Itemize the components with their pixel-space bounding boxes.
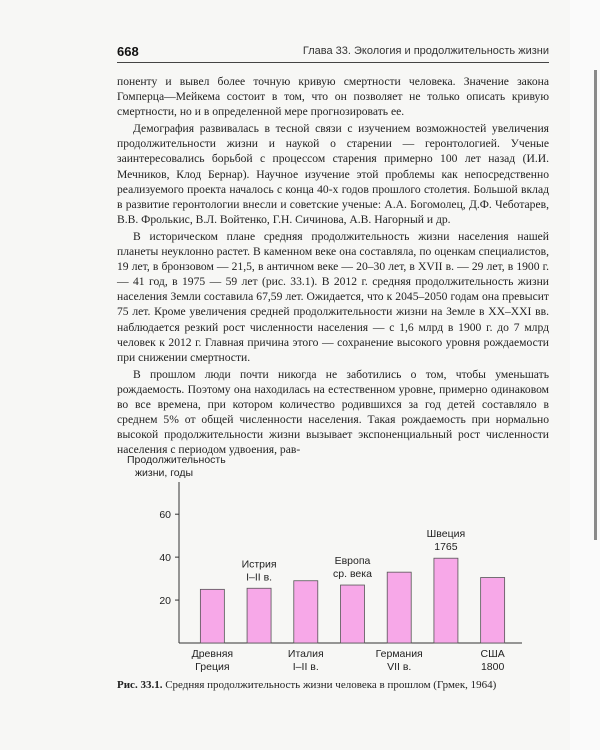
- bar-label-below: Древняя: [191, 648, 234, 660]
- bar-1: [200, 589, 224, 643]
- paragraph: В прошлом люди почти никогда не заботились о том, чтобы уменьшать рождаемость. Поэтому она находилась на естественном уровне, примерно одинаковом во все времена, при котором количество родившихся за год детей составляло в среднем 5% от общей численности населения. Такая рождаемость при нормально высокой продолжительности жизни вызывает экспоненциальный рост численности населения с периодом удвоения, рав-: [117, 367, 549, 457]
- bar-label-above: Европа: [334, 555, 371, 568]
- y-tick-label: 20: [159, 595, 171, 608]
- running-header: [117, 40, 549, 63]
- paragraph: В историческом плане средняя продолжительность жизни населения нашей планеты неуклонно растет. В каменном веке она составляла, по оценкам специалистов, 19 лет, в бронзовом — 21,5, в античном веке — 20–30 лет, в XVII в. — 29 лет, в 1900 г. — 41 год, в 1975 — 59 лет (рис. 33.1). В 2012 г. средняя продолжительность жизни населения Земли составила 67,59 лет. Ожидается, что к 2045–2050 годам она превысит 75 лет. Кроме увеличения средней продолжительности жизни на Земле в XX–XXI вв. наблюдается резкий рост численности населения — с 1,6 млрд в 1900 г. до 7 млрд человек к 2012 г. Главная причина этого — сохранение высокого уровня рождаемости при снижении смертности.: [117, 229, 549, 364]
- bar-label-below: США: [480, 648, 505, 660]
- bar-label-above: Истрия: [241, 558, 277, 571]
- bar-3: [294, 581, 318, 643]
- bar-label-above: 1765: [434, 541, 458, 554]
- chapter-title: Глава 33. Экология и продолжительность жизни: [302, 45, 549, 57]
- figure-caption: [117, 679, 557, 691]
- bar-6: [434, 558, 458, 643]
- bar-7: [481, 578, 505, 643]
- y-axis-label-line2: жизни, годы: [135, 467, 194, 479]
- bar-2: [247, 588, 271, 643]
- page-number: 668: [117, 44, 139, 59]
- y-tick-label: 40: [159, 552, 171, 565]
- bar-label-above: Швеция: [426, 528, 466, 541]
- bar-label-below: 1800: [480, 661, 505, 673]
- paragraph: поненту и вывел более точную кривую смертности человека. Значение закона Гомперца—Мейкема состоит в том, что он позволяет не только описать кривую смертности, но и в определенной мере прогнозировать ее.: [117, 75, 549, 119]
- bar-label-below: I–II в.: [292, 661, 319, 673]
- bar-4: [341, 585, 365, 643]
- bar-label-below: VII в.: [387, 661, 412, 673]
- y-tick-label: 60: [159, 509, 171, 522]
- life-expectancy-chart: [117, 452, 549, 677]
- bar-label-below: Италия: [287, 648, 324, 660]
- bar-label-below: Германия: [375, 648, 423, 660]
- bar-label-above: I–II в.: [246, 571, 273, 584]
- caption-text: Средняя продолжительность жизни человека в прошлом (Грмек, 1964): [165, 679, 497, 691]
- body-text: [117, 74, 549, 459]
- page-margin-bar: [594, 70, 597, 540]
- paragraph: Демография развивалась в тесной связи с изучением возможностей увеличения продолжительности жизни и наукой о старении — геронтологией. Ученые заинтересовались борьбой с процессом старения примерно 100 лет назад (И.И. Мечников, Клод Бернар). Научное изучение этой проблемы как непосредственно реализуемого проекта началось с конца 40-х годов прошлого столетия. Большой вклад в развитие геронтологии внесли и советские ученые: А.А. Богомолец, Д.Ф. Чеботарев, В.В. Фролькис, В.Л. Войтенко, Г.Н. Сичинова, А.В. Нагорный и др.: [117, 122, 549, 226]
- chart-svg: [117, 452, 549, 677]
- caption-label: Рис. 33.1.: [117, 679, 163, 691]
- bar-5: [387, 572, 411, 643]
- bar-label-above: ср. века: [333, 568, 372, 581]
- y-axis-label-line1: Продолжительность: [127, 454, 226, 466]
- bar-label-below: Греция: [195, 661, 230, 673]
